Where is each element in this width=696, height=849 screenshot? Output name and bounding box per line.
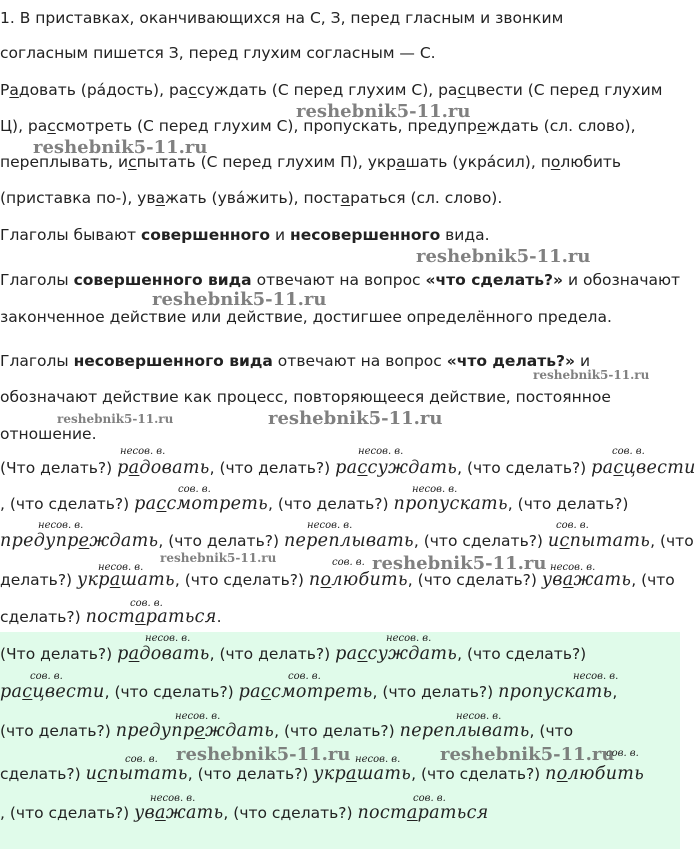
rule-line-2: согласным пишется З, перед глухим согласным — С.	[0, 44, 436, 62]
watermark: reshebnik5-11.ru	[176, 744, 351, 765]
watermark: reshebnik5-11.ru	[33, 137, 208, 158]
aspect-label-ukrashat: несов. в.	[98, 562, 144, 573]
words-line-4: (приставка по-), уважать (ува́жить), постараться (сл. слово).	[0, 189, 503, 207]
aspect-label2-preduprezhdat: несов. в.	[175, 711, 221, 722]
aspect-label-postaratsya: сов. в.	[130, 598, 163, 609]
answer2-line-4: сделать?) испытать, (что делать?) украшать, (что сделать?) полюбить	[0, 764, 645, 784]
aspect-label-radovat: несов. в.	[120, 446, 166, 457]
answer1-line-2: , (что сделать?) рассмотреть, (что делать?) пропускать, (что делать?)	[0, 494, 629, 514]
aspect-label2-uvazhat: несов. в.	[150, 793, 196, 804]
aspect-label2-rassmotret: сов. в.	[288, 671, 321, 682]
answer1-line-3: предупреждать, (что делать?) переплывать, (что сделать?) испытать, (что	[0, 531, 694, 551]
aspect-label-preduprezhdat: несов. в.	[38, 520, 84, 531]
aspect-label2-ukrashat: несов. в.	[355, 754, 401, 765]
answer2-line-2: расцвести, (что сделать?) рассмотреть, (что делать?) пропускать,	[0, 682, 618, 702]
aspect-label-rassuzhdat: несов. в.	[358, 446, 404, 457]
answer1-line-4: делать?) украшать, (что сделать?) полюбить, (что сделать?) уважать, (что	[0, 570, 675, 590]
imperfective-line-2: обозначают действие как процесс, повторяющееся действие, постоянное	[0, 388, 611, 406]
aspect-label-ispytat: сов. в.	[556, 520, 589, 531]
words-line-1: Радовать (ра́дость), рассуждать (С перед глухим С), расцвести (С перед глухим	[0, 81, 663, 99]
aspect-label-rastsvesti: сов. в.	[612, 446, 645, 457]
watermark: reshebnik5-11.ru	[160, 551, 277, 565]
answer2-line-5: , (что сделать?) уважать, (что сделать?) постараться	[0, 803, 489, 823]
aspect-label2-postaratsya: сов. в.	[413, 793, 446, 804]
aspect-label-polyubit: сов. в.	[332, 557, 365, 568]
watermark: reshebnik5-11.ru	[296, 101, 471, 122]
aspect-label-propuskat: несов. в.	[412, 484, 458, 495]
imperfective-line-3: отношение.	[0, 425, 97, 443]
aspect-label2-polyubit: сов. в.	[606, 748, 639, 759]
watermark: reshebnik5-11.ru	[268, 408, 443, 429]
rule-line-1: 1. В приставках, оканчивающихся на С, З, перед гласным и звонким	[0, 9, 564, 27]
aspect-label2-ispytat: сов. в.	[125, 754, 158, 765]
watermark: reshebnik5-11.ru	[372, 553, 547, 574]
watermark: reshebnik5-11.ru	[416, 246, 591, 267]
aspect-label2-pereplyvat: несов. в.	[456, 711, 502, 722]
perfective-line-2: законченное действие или действие, достигшее определённого предела.	[0, 308, 612, 326]
aspect-label-uvazhat: несов. в.	[550, 562, 596, 573]
aspect-label2-rastsvesti: сов. в.	[30, 671, 63, 682]
watermark: reshebnik5-11.ru	[440, 744, 615, 765]
watermark: reshebnik5-11.ru	[57, 412, 174, 426]
aspect-label-pereplyvat: несов. в.	[307, 520, 353, 531]
watermark: reshebnik5-11.ru	[533, 368, 650, 382]
words-line-2: Ц), рассмотреть (С перед глухим С), пропускать, предупреждать (сл. слово),	[0, 117, 636, 135]
watermark: reshebnik5-11.ru	[152, 289, 327, 310]
aspect-label-rassmotret: сов. в.	[178, 484, 211, 495]
aspects-intro: Глаголы бывают совершенного и несовершенного вида.	[0, 226, 490, 244]
answer2-line-3: (что делать?) предупреждать, (что делать?) переплывать, (что	[0, 721, 574, 741]
words-line-3: переплывать, испытать (С перед глухим П), украшать (укра́сил), полюбить	[0, 153, 622, 171]
aspect-label2-radovat: несов. в.	[145, 633, 191, 644]
aspect-label2-rassuzhdat: несов. в.	[386, 633, 432, 644]
imperfective-line-1: Глаголы несовершенного вида отвечают на вопрос «что делать?» и	[0, 352, 591, 370]
aspect-label2-propuskat: несов. в.	[573, 671, 619, 682]
perfective-line-1: Глаголы совершенного вида отвечают на вопрос «что сделать?» и обозначают	[0, 271, 681, 289]
answer1-line-1: (Что делать?) радовать, (что делать?) рассуждать, (что сделать?) расцвести	[0, 458, 696, 478]
answer1-line-5: сделать?) постараться.	[0, 607, 222, 627]
answer2-line-1: (Что делать?) радовать, (что делать?) рассуждать, (что сделать?)	[0, 644, 587, 664]
